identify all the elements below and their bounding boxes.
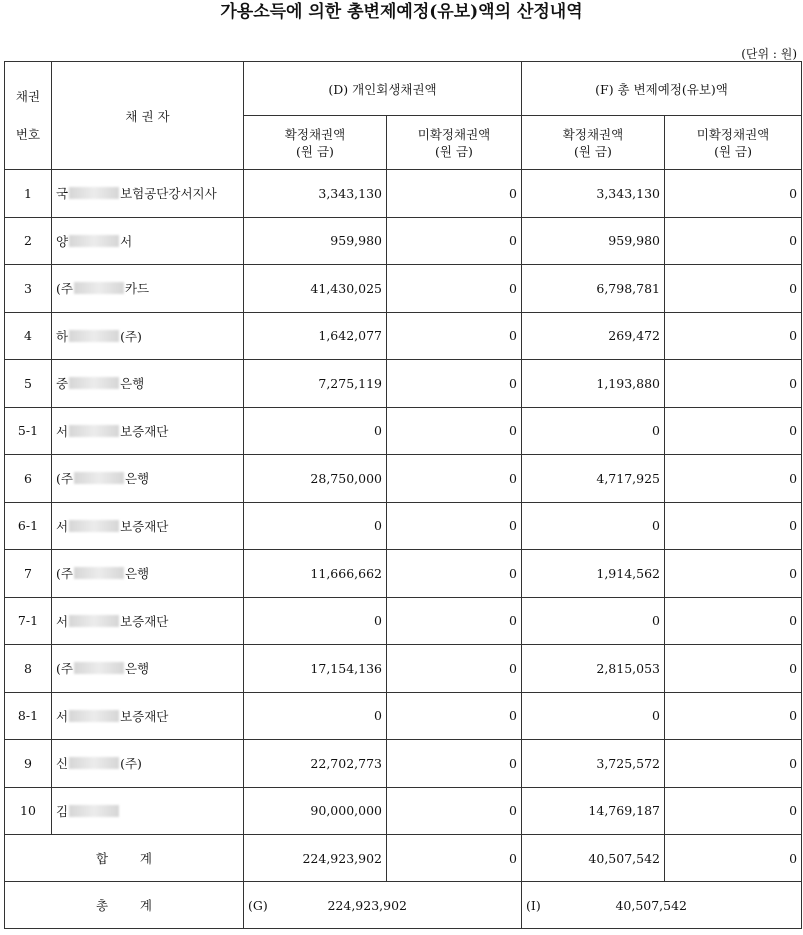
creditor-name [52, 502, 244, 550]
d-unconfirmed-amount: 0 [387, 312, 522, 360]
f-unconfirmed-amount: 0 [665, 170, 802, 218]
d-confirmed-amount: 959,980 [244, 217, 387, 265]
header-creditor: 채 권 자 [52, 62, 244, 170]
redaction-mask [69, 235, 119, 247]
d-confirmed-amount: 28,750,000 [244, 455, 387, 503]
redaction-mask [69, 805, 119, 817]
f-confirmed-amount: 1,914,562 [522, 550, 665, 598]
d-unconfirmed-amount: 0 [387, 645, 522, 693]
d-confirmed-amount: 0 [244, 407, 387, 455]
redaction-mask [74, 472, 124, 484]
creditor-name-prefix: 김 [56, 803, 69, 819]
f-unconfirmed-amount: 0 [665, 360, 802, 408]
subtotal-row [5, 835, 802, 882]
creditor-name-suffix: 보증재단 [120, 708, 169, 724]
f-confirmed-amount: 14,769,187 [522, 787, 665, 835]
creditor-name-prefix: 하 [56, 328, 69, 344]
d-unconfirmed-amount: 0 [387, 265, 522, 313]
creditor-name [52, 787, 244, 835]
f-confirmed-amount: 2,815,053 [522, 645, 665, 693]
f-confirmed-amount: 959,980 [522, 217, 665, 265]
f-unconfirmed-amount: 0 [665, 455, 802, 503]
f-unconfirmed-amount: 0 [665, 740, 802, 788]
total-i-value: 40,507,542 [615, 897, 688, 913]
f-unconfirmed-amount: 0 [665, 217, 802, 265]
creditor-name-prefix: (주 [56, 471, 73, 487]
table-row [5, 645, 802, 693]
f-confirmed-amount: 0 [522, 692, 665, 740]
d-confirmed-amount: 11,666,662 [244, 550, 387, 598]
total-g [244, 882, 522, 929]
d-unconfirmed-amount: 0 [387, 455, 522, 503]
redaction-mask [69, 757, 119, 769]
creditor-name [52, 407, 244, 455]
d-unconfirmed-amount: 0 [387, 502, 522, 550]
redaction-mask [69, 187, 119, 199]
header-f-confirmed: 확정채권액 (원 금) [522, 116, 665, 170]
claims-table [4, 61, 802, 929]
creditor-name [52, 455, 244, 503]
creditor-name-prefix: 양 [56, 233, 69, 249]
table-row [5, 787, 802, 835]
header-group-d: (D) 개인회생채권액 [244, 62, 522, 116]
header-group-f: (F) 총 변제예정(유보)액 [522, 62, 802, 116]
creditor-name-suffix: 은행 [124, 661, 150, 677]
creditor-name-prefix: 서 [56, 613, 69, 629]
creditor-name-suffix: 카드 [124, 281, 150, 297]
claim-number: 2 [5, 217, 52, 265]
d-confirmed-amount: 17,154,136 [244, 645, 387, 693]
creditor-name-suffix: (주) [120, 756, 142, 772]
creditor-name-suffix: 은행 [124, 471, 150, 487]
f-unconfirmed-amount: 0 [665, 550, 802, 598]
creditor-name [52, 217, 244, 265]
unit-label: (단위 : 원) [741, 47, 797, 61]
table-row [5, 360, 802, 408]
d-unconfirmed-amount: 0 [387, 692, 522, 740]
creditor-name-suffix: 보험공단강서지사 [120, 186, 217, 202]
creditor-name-suffix: 은행 [120, 376, 145, 392]
f-unconfirmed-amount: 0 [665, 312, 802, 360]
table-row [5, 407, 802, 455]
d-unconfirmed-amount: 0 [387, 360, 522, 408]
d-unconfirmed-amount: 0 [387, 787, 522, 835]
table-row [5, 692, 802, 740]
d-unconfirmed-amount: 0 [387, 217, 522, 265]
table-row [5, 170, 802, 218]
subtotal-d-unconfirmed: 0 [387, 835, 522, 882]
table-row [5, 217, 802, 265]
claim-number: 5-1 [5, 407, 52, 455]
d-confirmed-amount: 7,275,119 [244, 360, 387, 408]
f-confirmed-amount: 269,472 [522, 312, 665, 360]
redaction-mask [69, 710, 119, 722]
claim-number: 8-1 [5, 692, 52, 740]
claim-number: 7 [5, 550, 52, 598]
creditor-name-suffix: 서 [120, 233, 133, 249]
f-unconfirmed-amount: 0 [665, 645, 802, 693]
creditor-name-suffix: 보증재단 [120, 613, 169, 629]
f-confirmed-amount: 1,193,880 [522, 360, 665, 408]
creditor-name [52, 692, 244, 740]
redaction-mask [74, 662, 124, 674]
d-confirmed-amount: 0 [244, 502, 387, 550]
total-g-label: (G) [248, 897, 268, 913]
subtotal-label: 합 계 [5, 835, 244, 882]
d-unconfirmed-amount: 0 [387, 407, 522, 455]
f-unconfirmed-amount: 0 [665, 502, 802, 550]
f-unconfirmed-amount: 0 [665, 597, 802, 645]
table-row [5, 597, 802, 645]
subtotal-f-confirmed: 40,507,542 [522, 835, 665, 882]
table-row [5, 265, 802, 313]
f-confirmed-amount: 4,717,925 [522, 455, 665, 503]
creditor-name-prefix: 중 [56, 376, 69, 392]
creditor-name-prefix: (주 [56, 281, 73, 297]
f-unconfirmed-amount: 0 [665, 407, 802, 455]
creditor-name-prefix: 서 [56, 518, 69, 534]
f-unconfirmed-amount: 0 [665, 265, 802, 313]
claim-number: 3 [5, 265, 52, 313]
creditor-name-suffix: 보증재단 [120, 423, 169, 439]
d-confirmed-amount: 90,000,000 [244, 787, 387, 835]
table-row [5, 312, 802, 360]
creditor-name-prefix: 신 [56, 756, 69, 772]
claim-number: 7-1 [5, 597, 52, 645]
redaction-mask [69, 615, 119, 627]
f-confirmed-amount: 6,798,781 [522, 265, 665, 313]
table-row [5, 455, 802, 503]
d-unconfirmed-amount: 0 [387, 170, 522, 218]
redaction-mask [69, 377, 119, 389]
f-confirmed-amount: 3,725,572 [522, 740, 665, 788]
claim-number: 9 [5, 740, 52, 788]
d-confirmed-amount: 0 [244, 597, 387, 645]
claim-number: 5 [5, 360, 52, 408]
creditor-name-prefix: 서 [56, 423, 69, 439]
total-i-label: (I) [526, 897, 541, 913]
creditor-name-suffix: 은행 [124, 566, 150, 582]
subtotal-d-confirmed: 224,923,902 [244, 835, 387, 882]
f-confirmed-amount: 0 [522, 407, 665, 455]
f-confirmed-amount: 0 [522, 597, 665, 645]
d-confirmed-amount: 0 [244, 692, 387, 740]
redaction-mask [69, 520, 119, 532]
creditor-name-suffix: (주) [120, 328, 142, 344]
header-d-unconfirmed: 미확정채권액 (원 금) [387, 116, 522, 170]
creditor-name [52, 312, 244, 360]
table-row [5, 740, 802, 788]
creditor-name [52, 645, 244, 693]
d-confirmed-amount: 41,430,025 [244, 265, 387, 313]
subtotal-f-unconfirmed: 0 [665, 835, 802, 882]
total-label: 총 계 [5, 882, 244, 929]
redaction-mask [69, 425, 119, 437]
d-confirmed-amount: 22,702,773 [244, 740, 387, 788]
table-row [5, 502, 802, 550]
total-row [5, 882, 802, 929]
d-confirmed-amount: 3,343,130 [244, 170, 387, 218]
creditor-name [52, 170, 244, 218]
header-d-confirmed: 확정채권액 (원 금) [244, 116, 387, 170]
creditor-name [52, 597, 244, 645]
claim-number: 4 [5, 312, 52, 360]
redaction-mask [74, 567, 124, 579]
redaction-mask [74, 282, 124, 294]
page-title: 가용소득에 의한 총변제예정(유보)액의 산정내역 [220, 2, 583, 22]
creditor-name-suffix: 보증재단 [120, 518, 169, 534]
creditor-name-prefix: (주 [56, 661, 73, 677]
f-unconfirmed-amount: 0 [665, 692, 802, 740]
claim-number: 8 [5, 645, 52, 693]
d-unconfirmed-amount: 0 [387, 550, 522, 598]
creditor-name [52, 265, 244, 313]
redaction-mask [69, 330, 119, 342]
creditor-name-prefix: 국 [56, 186, 69, 202]
header-no: 채권 번호 [5, 62, 52, 170]
creditor-name [52, 550, 244, 598]
f-unconfirmed-amount: 0 [665, 787, 802, 835]
creditor-name-prefix: 서 [56, 708, 69, 724]
d-confirmed-amount: 1,642,077 [244, 312, 387, 360]
creditor-name [52, 740, 244, 788]
creditor-name [52, 360, 244, 408]
creditor-name-prefix: (주 [56, 566, 73, 582]
d-unconfirmed-amount: 0 [387, 597, 522, 645]
claim-number: 6 [5, 455, 52, 503]
f-confirmed-amount: 0 [522, 502, 665, 550]
claim-number: 6-1 [5, 502, 52, 550]
claim-number: 10 [5, 787, 52, 835]
table-row [5, 550, 802, 598]
total-i [522, 882, 802, 929]
f-confirmed-amount: 3,343,130 [522, 170, 665, 218]
header-f-unconfirmed: 미확정채권액 (원 금) [665, 116, 802, 170]
claim-number: 1 [5, 170, 52, 218]
total-g-value: 224,923,902 [327, 897, 407, 913]
d-unconfirmed-amount: 0 [387, 740, 522, 788]
